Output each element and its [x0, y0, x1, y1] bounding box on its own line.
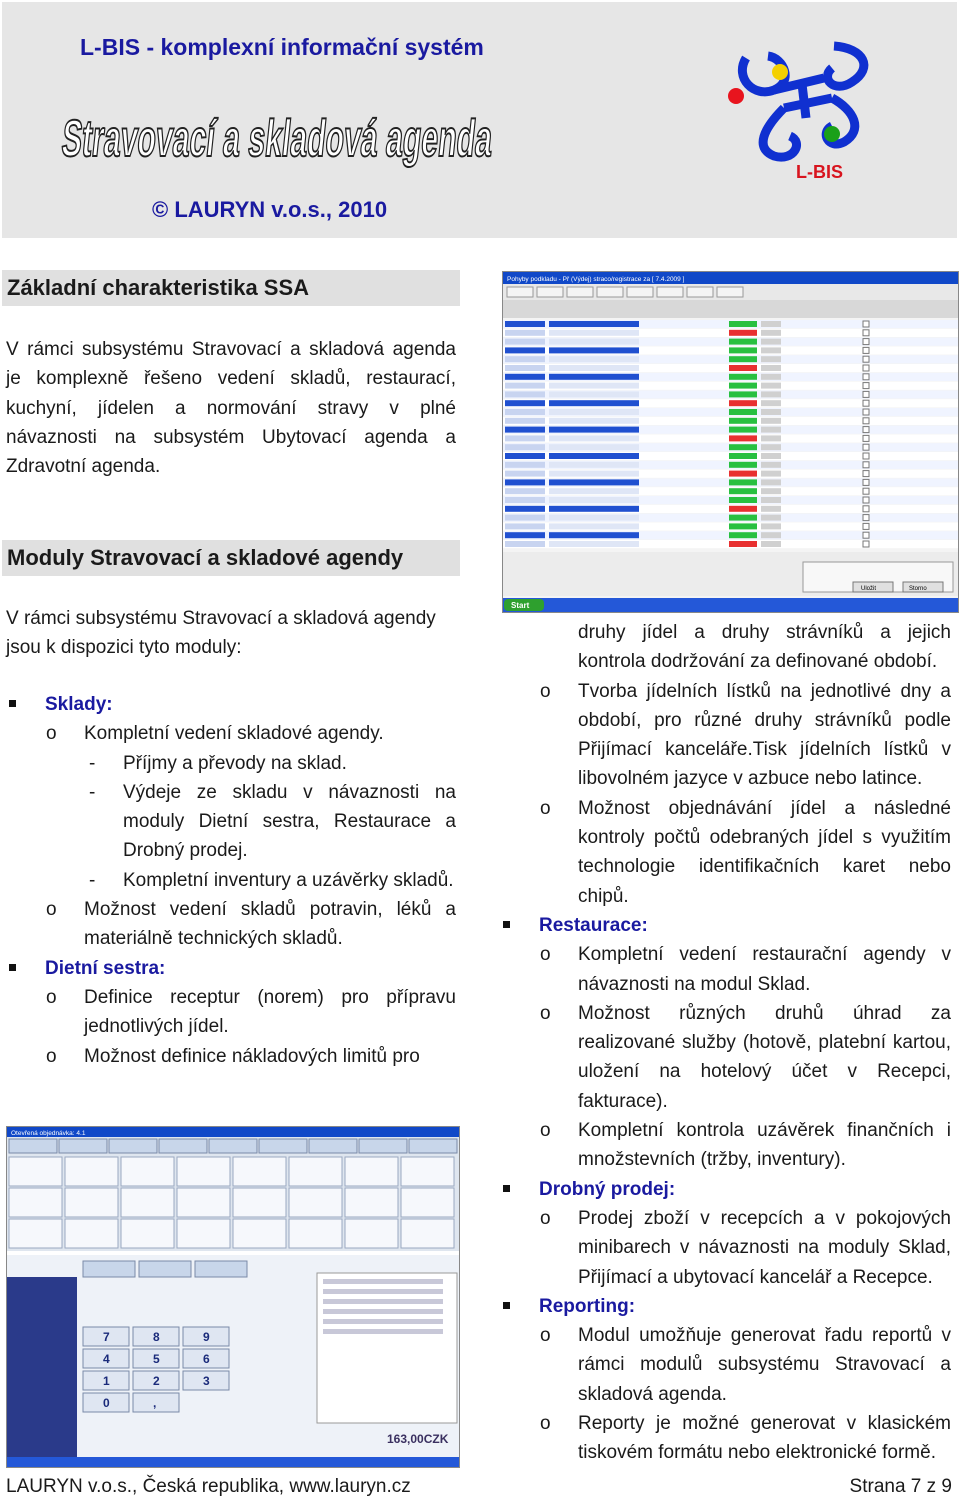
grid-cell-name: [549, 488, 639, 494]
checkbox-icon: [863, 391, 869, 397]
product-button: [121, 1188, 174, 1217]
grid-cell-value: [761, 391, 781, 397]
checkbox-icon: [863, 409, 869, 415]
screenshot-warehouse: [502, 271, 959, 613]
shot2-title: Otevřená objednávka: 4.1: [11, 1130, 86, 1137]
checkbox-icon: [863, 321, 869, 327]
list-item: o Definice receptur (norem) pro přípravu jednotlivých jídel.: [6, 983, 456, 1042]
grid-cell-stock: [729, 409, 757, 415]
action-button: [139, 1261, 191, 1277]
product-button: [177, 1219, 230, 1248]
grid-cell-value: [761, 488, 781, 494]
toolbar-button-icon: [597, 287, 623, 297]
toolbar-button-icon: [507, 287, 533, 297]
product-button: [9, 1157, 62, 1186]
grid-cell-code: [505, 444, 545, 450]
grid-cell-stock: [729, 462, 757, 468]
grid-cell-name: [549, 347, 639, 353]
grid-cell-value: [761, 479, 781, 485]
grid-cell-value: [761, 427, 781, 433]
grid-cell-stock: [729, 330, 757, 336]
action-button: [195, 1261, 247, 1277]
grid-cell-code: [505, 479, 545, 485]
shot1-title: Pohyby podkladu - Př (Výdej) straco/registrace za [ 7.4.2009 ]: [507, 276, 685, 283]
list-item-heading: Restaurace:: [500, 911, 951, 940]
grid-cell-name: [549, 391, 639, 397]
category-tab: [59, 1139, 107, 1153]
page-number: Strana 7 z 9: [849, 1476, 952, 1497]
grid-cell-value: [761, 365, 781, 371]
grid-cell-name: [549, 356, 639, 362]
keypad-key-label: 5: [153, 1352, 160, 1366]
grid-cell-value: [761, 462, 781, 468]
list-item: o Kompletní vedení restaurační agendy v návaznosti na modul Sklad.: [500, 940, 951, 999]
receipt-line: [323, 1329, 443, 1334]
product-button: [345, 1157, 398, 1186]
grid-cell-stock: [729, 400, 757, 406]
grid-cell-name: [549, 374, 639, 380]
toolbar-button-icon: [687, 287, 713, 297]
keypad-key-label: 7: [103, 1330, 110, 1344]
grid-cell-stock: [729, 383, 757, 389]
grid-cell-code: [505, 427, 545, 433]
grid-cell-name: [549, 365, 639, 371]
grid-cell-code: [505, 339, 545, 345]
grid-cell-stock: [729, 506, 757, 512]
list-item: o Možnost vedení skladů potravin, léků a materiálně technických skladů.: [6, 895, 456, 954]
document-title: L-BIS - komplexní informační systém: [80, 34, 484, 60]
checkbox-icon: [863, 532, 869, 538]
list-item-heading: Dietní sestra:: [6, 954, 456, 983]
grid-cell-value: [761, 541, 781, 547]
product-button: [9, 1219, 62, 1248]
grid-cell-code: [505, 523, 545, 529]
category-tab: [259, 1139, 307, 1153]
grid-cell-code: [505, 321, 545, 327]
grid-cell-stock: [729, 339, 757, 345]
keypad-key-label: 4: [103, 1352, 110, 1366]
grid-cell-code: [505, 374, 545, 380]
grid-cell-stock: [729, 427, 757, 433]
grid-cell-code: [505, 453, 545, 459]
grid-cell-stock: [729, 515, 757, 521]
grid-cell-value: [761, 330, 781, 336]
grid-cell-name: [549, 541, 639, 547]
total-amount: 163,00CZK: [387, 1432, 449, 1446]
grid-cell-stock: [729, 453, 757, 459]
checkbox-icon: [863, 365, 869, 371]
checkbox-icon: [863, 515, 869, 521]
checkbox-icon: [863, 471, 869, 477]
keypad-key-label: ,: [153, 1396, 157, 1410]
grid-cell-code: [505, 462, 545, 468]
modules-list-right: [500, 618, 951, 1468]
grid-cell-value: [761, 339, 781, 345]
list-subitem: - Příjmy a převody na sklad.: [6, 749, 456, 778]
grid-cell-value: [761, 532, 781, 538]
grid-cell-code: [505, 347, 545, 353]
grid-cell-stock: [729, 365, 757, 371]
product-button: [233, 1219, 286, 1248]
grid-cell-value: [761, 506, 781, 512]
grid-cell-name: [549, 523, 639, 529]
checkbox-icon: [863, 347, 869, 353]
keypad-key-label: 3: [203, 1374, 210, 1388]
keypad-key-label: 9: [203, 1330, 210, 1344]
checkbox-icon: [863, 374, 869, 380]
grid-cell-name: [549, 497, 639, 503]
grid-cell-name: [549, 409, 639, 415]
grid-cell-code: [505, 330, 545, 336]
grid-cell-name: [549, 506, 639, 512]
receipt-line: [323, 1299, 443, 1304]
list-item-heading: Drobný prodej:: [500, 1175, 951, 1204]
keypad-key-label: 8: [153, 1330, 160, 1344]
toolbar-button-icon: [567, 287, 593, 297]
grid-cell-name: [549, 383, 639, 389]
product-button: [401, 1157, 454, 1186]
grid-cell-stock: [729, 435, 757, 441]
screenshot-warehouse-graphic: [503, 272, 958, 612]
screenshot-pos-graphic: [7, 1127, 459, 1467]
checkbox-icon: [863, 523, 869, 529]
grid-cell-code: [505, 391, 545, 397]
grid-cell-name: [549, 471, 639, 477]
toolbar-button-icon: [717, 287, 743, 297]
grid-cell-code: [505, 400, 545, 406]
product-button: [289, 1188, 342, 1217]
grid-cell-stock: [729, 418, 757, 424]
lbis-logo-icon: [724, 38, 884, 168]
list-subitem: - Kompletní inventury a uzávěrky skladů.: [6, 866, 456, 895]
grid-cell-value: [761, 400, 781, 406]
checkbox-icon: [863, 453, 869, 459]
keypad-key-label: 2: [153, 1374, 160, 1388]
checkbox-icon: [863, 383, 869, 389]
product-button: [9, 1188, 62, 1217]
keypad-key-label: 0: [103, 1396, 110, 1410]
product-button: [177, 1157, 230, 1186]
checkbox-icon: [863, 427, 869, 433]
grid-cell-stock: [729, 541, 757, 547]
grid-cell-code: [505, 365, 545, 371]
grid-cell-value: [761, 418, 781, 424]
product-button: [65, 1188, 118, 1217]
list-item: o Prodej zboží v recepcích a v pokojových minibarech v návaznosti na moduly Sklad, Přijímací a ubytovací kancelář a Recepce.: [500, 1204, 951, 1292]
grid-cell-value: [761, 444, 781, 450]
checkbox-icon: [863, 339, 869, 345]
grid-cell-code: [505, 435, 545, 441]
grid-cell-value: [761, 321, 781, 327]
toolbar-button-icon: [657, 287, 683, 297]
grid-cell-value: [761, 515, 781, 521]
banner-graphic: [59, 84, 805, 174]
product-button: [121, 1219, 174, 1248]
grid-cell-name: [549, 427, 639, 433]
category-tab: [309, 1139, 357, 1153]
grid-cell-stock: [729, 523, 757, 529]
checkbox-icon: [863, 418, 869, 424]
product-button: [233, 1188, 286, 1217]
intro-paragraph: V rámci subsystému Stravovací a skladová agenda je komplexně řešeno vedení skladů, restaurací, kuchyní, jídelen a normování stravy v plné návaznosti na subsystém Ubytovací agenda a Zdravotní agenda.: [6, 339, 456, 478]
list-item: o Kompletní kontrola uzávěrek finančních i množstevních (tržby, inventury).: [500, 1116, 951, 1175]
grid-cell-stock: [729, 471, 757, 477]
grid-cell-code: [505, 488, 545, 494]
grid-cell-value: [761, 471, 781, 477]
grid-cell-value: [761, 409, 781, 415]
product-button: [401, 1219, 454, 1248]
product-button: [289, 1157, 342, 1186]
grid-cell-value: [761, 356, 781, 362]
grid-cell-stock: [729, 497, 757, 503]
receipt-line: [323, 1279, 443, 1284]
banner-text: Stravovací a skladová agenda: [59, 110, 805, 168]
grid-cell-value: [761, 523, 781, 529]
list-item: o Možnost definice nákladových limitů pro: [6, 1042, 456, 1071]
logo-text: L-BIS: [796, 162, 843, 182]
section-heading-characteristics: Základní charakteristika SSA: [2, 270, 460, 306]
grid-cell-value: [761, 497, 781, 503]
checkbox-icon: [863, 479, 869, 485]
grid-cell-name: [549, 515, 639, 521]
product-button: [289, 1219, 342, 1248]
list-item: o Možnost různých druhů úhrad za realizované služby (hotově, platební kartou, uložení na hotelový účet v Recepci, fakturace).: [500, 999, 951, 1116]
keypad-key-label: 1: [103, 1374, 110, 1388]
product-button: [65, 1157, 118, 1186]
grid-cell-stock: [729, 488, 757, 494]
checkbox-icon: [863, 541, 869, 547]
category-tab: [9, 1139, 57, 1153]
cancel-button-label: Storno: [909, 586, 927, 592]
grid-cell-name: [549, 453, 639, 459]
grid-cell-code: [505, 506, 545, 512]
toolbar-button-icon: [627, 287, 653, 297]
modules-intro-paragraph: V rámci subsystému Stravovací a skladová agendy jsou k dispozici tyto moduly:: [6, 608, 436, 659]
category-tab: [409, 1139, 457, 1153]
grid-cell-code: [505, 515, 545, 521]
receipt-line: [323, 1319, 443, 1324]
checkbox-icon: [863, 356, 869, 362]
grid-cell-name: [549, 532, 639, 538]
modules-list-left: [6, 690, 456, 1071]
list-item-continuation: druhy jídel a druhy strávníků a jejich kontrola dodržování za definované období.: [578, 622, 951, 673]
grid-cell-value: [761, 347, 781, 353]
checkbox-icon: [863, 462, 869, 468]
checkbox-icon: [863, 400, 869, 406]
receipt-line: [323, 1309, 443, 1314]
category-tab: [109, 1139, 157, 1153]
grid-cell-code: [505, 418, 545, 424]
start-button-label: Start: [511, 601, 530, 610]
footer-company: LAURYN v.o.s., Česká republika, www.lauryn.cz: [6, 1476, 411, 1497]
grid-cell-value: [761, 383, 781, 389]
grid-cell-code: [505, 541, 545, 547]
grid-cell-code: [505, 532, 545, 538]
grid-cell-stock: [729, 532, 757, 538]
product-button: [345, 1188, 398, 1217]
grid-cell-name: [549, 339, 639, 345]
list-item: o Tvorba jídelních lístků na jednotlivé dny a období, pro různé druhy strávníků podle Přijímací kanceláře.Tisk jídelních lístků v libovolném jazyce v azbuce nebo latince.: [500, 677, 951, 794]
grid-cell-code: [505, 497, 545, 503]
category-tab: [159, 1139, 207, 1153]
grid-cell-stock: [729, 374, 757, 380]
section-heading-modules: Moduly Stravovací a skladové agendy: [2, 540, 460, 576]
ok-button-label: Uložit: [861, 586, 877, 592]
grid-cell-name: [549, 462, 639, 468]
grid-cell-stock: [729, 391, 757, 397]
grid-cell-name: [549, 479, 639, 485]
list-item: o Možnost objednávání jídel a následné kontroly počtů odebraných jídel s využitím technologie identifikačních karet nebo chipů.: [500, 794, 951, 911]
grid-cell-code: [505, 356, 545, 362]
grid-cell-stock: [729, 479, 757, 485]
product-button: [401, 1188, 454, 1217]
list-item: o Kompletní vedení skladové agendy.: [6, 719, 456, 748]
grid-cell-stock: [729, 321, 757, 327]
list-item-heading: Sklady:: [6, 690, 456, 719]
grid-cell-code: [505, 471, 545, 477]
product-button: [177, 1188, 230, 1217]
list-item: o Reporty je možné generovat v klasickém tiskovém formátu nebo elektronické formě.: [500, 1409, 951, 1468]
grid-cell-name: [549, 435, 639, 441]
keypad-key-label: 6: [203, 1352, 210, 1366]
list-item-heading: Reporting:: [500, 1292, 951, 1321]
product-button: [233, 1157, 286, 1186]
grid-cell-stock: [729, 444, 757, 450]
grid-cell-value: [761, 374, 781, 380]
grid-cell-stock: [729, 347, 757, 353]
grid-cell-name: [549, 418, 639, 424]
checkbox-icon: [863, 330, 869, 336]
grid-cell-value: [761, 435, 781, 441]
checkbox-icon: [863, 506, 869, 512]
toolbar-button-icon: [537, 287, 563, 297]
copyright: © LAURYN v.o.s., 2010: [152, 197, 388, 222]
checkbox-icon: [863, 444, 869, 450]
grid-cell-code: [505, 409, 545, 415]
grid-cell-code: [505, 383, 545, 389]
grid-cell-name: [549, 400, 639, 406]
checkbox-icon: [863, 488, 869, 494]
list-item: o Modul umožňuje generovat řadu reportů v rámci modulů subsystému Stravovací a skladová agenda.: [500, 1321, 951, 1409]
product-button: [65, 1219, 118, 1248]
category-tab: [359, 1139, 407, 1153]
checkbox-icon: [863, 497, 869, 503]
checkbox-icon: [863, 435, 869, 441]
product-button: [345, 1219, 398, 1248]
grid-cell-name: [549, 330, 639, 336]
grid-cell-value: [761, 453, 781, 459]
product-button: [121, 1157, 174, 1186]
grid-cell-name: [549, 321, 639, 327]
action-button: [83, 1261, 135, 1277]
grid-cell-name: [549, 444, 639, 450]
grid-cell-stock: [729, 356, 757, 362]
list-subitem: - Výdeje ze skladu v návaznosti na moduly Dietní sestra, Restaurace a Drobný prodej.: [6, 778, 456, 866]
receipt-line: [323, 1289, 443, 1294]
screenshot-pos: [6, 1126, 460, 1468]
category-tab: [209, 1139, 257, 1153]
